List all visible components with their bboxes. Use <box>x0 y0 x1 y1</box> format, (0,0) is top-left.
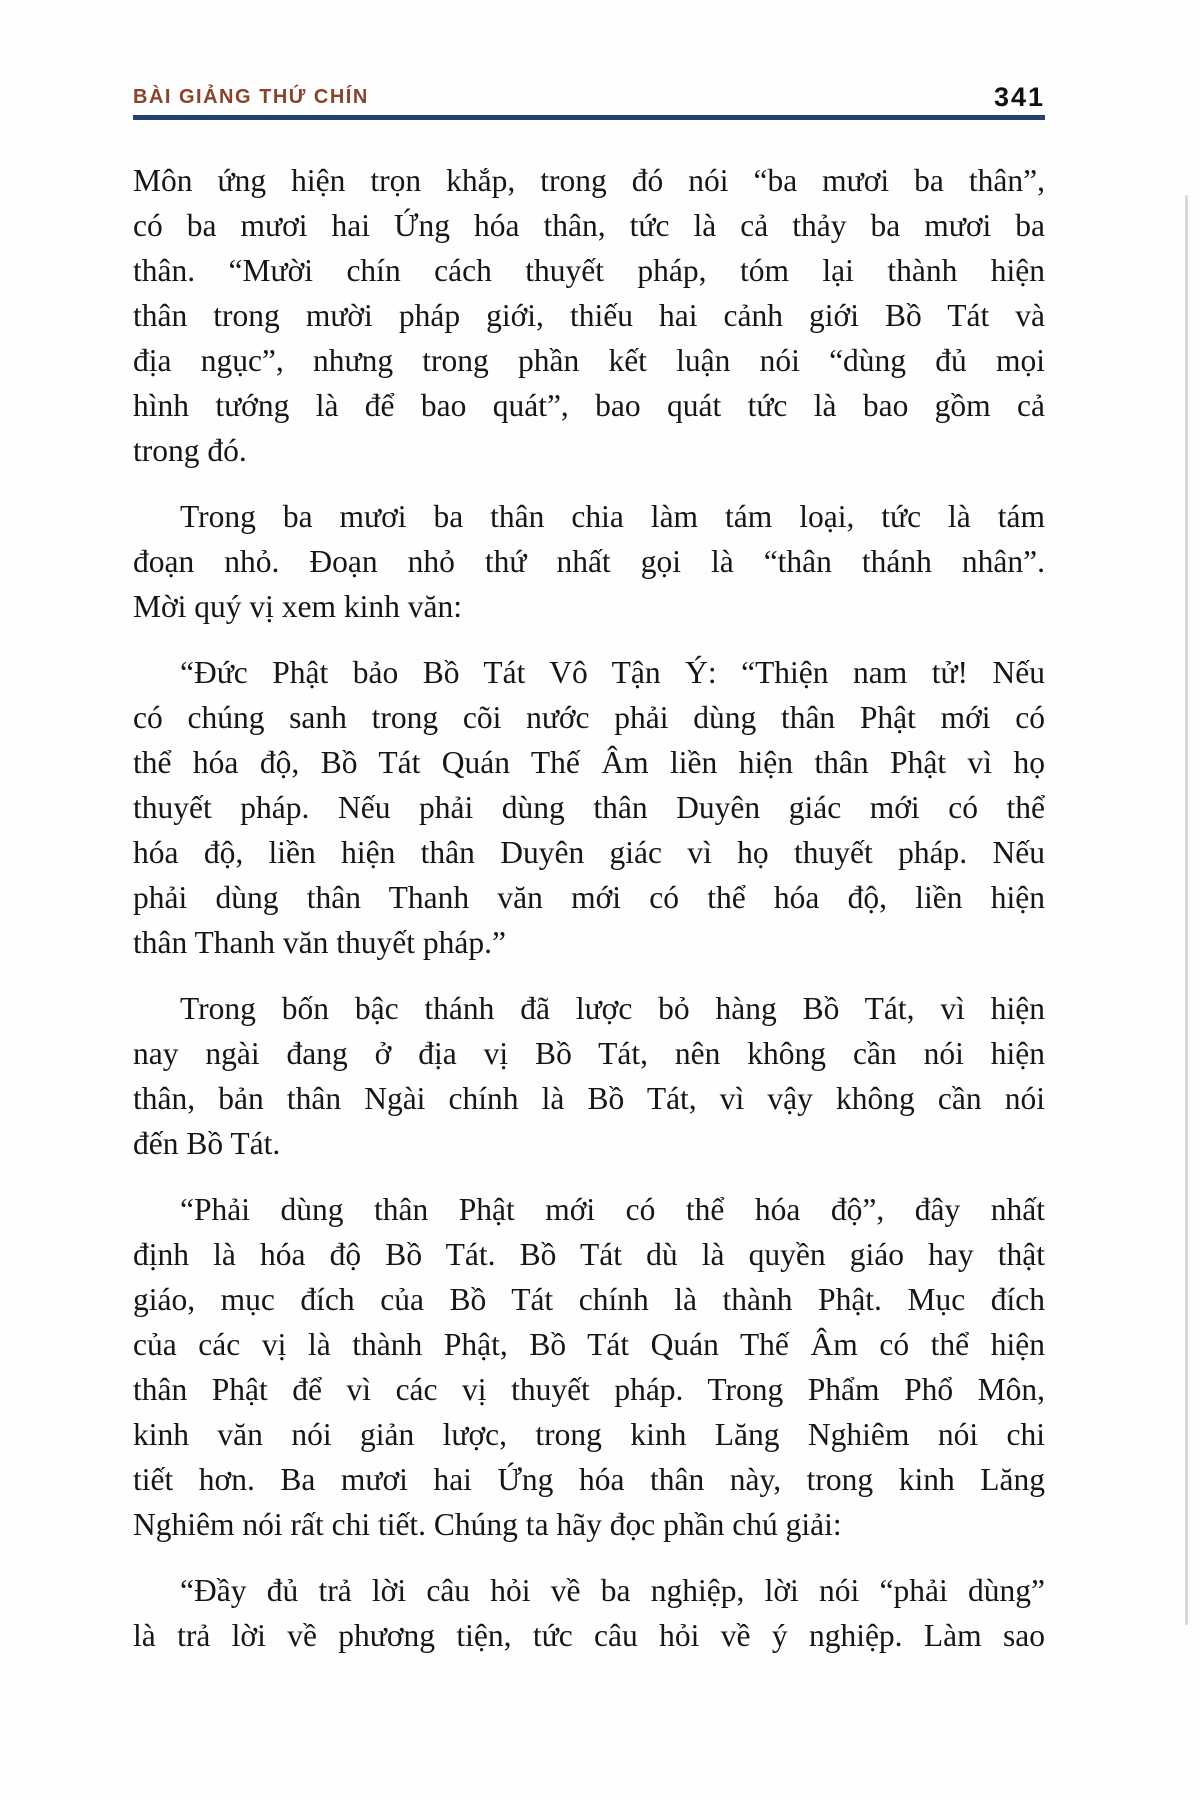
text-line: phải dùng thân Thanh văn mới có thể hóa độ, liền hiện <box>133 880 1045 915</box>
text-line: “Đầy đủ trả lời câu hỏi về ba nghiệp, lời nói “phải dùng” <box>180 1573 1045 1608</box>
text-line: Môn ứng hiện trọn khắp, trong đó nói “ba mươi ba thân”, <box>133 163 1045 198</box>
text-line: Trong bốn bậc thánh đã lược bỏ hàng Bồ Tát, vì hiện <box>180 991 1045 1026</box>
page-number: 341 <box>993 82 1045 112</box>
text-line: nay ngài đang ở địa vị Bồ Tát, nên không cần nói hiện <box>133 1036 1045 1071</box>
paragraph <box>133 986 1045 1166</box>
page-edge-shadow <box>1185 195 1188 1625</box>
text-line: đoạn nhỏ. Đoạn nhỏ thứ nhất gọi là “thân thánh nhân”. <box>133 544 1045 579</box>
text-line: Nghiêm nói rất chi tiết. Chúng ta hãy đọc phần chú giải: <box>133 1507 842 1542</box>
text-line: tiết hơn. Ba mươi hai Ứng hóa thân này, trong kinh Lăng <box>133 1462 1045 1497</box>
text-line: Trong ba mươi ba thân chia làm tám loại, tức là tám <box>180 499 1045 534</box>
text-line: thuyết pháp. Nếu phải dùng thân Duyên giác mới có thể <box>133 790 1045 825</box>
text-line: thân trong mười pháp giới, thiếu hai cảnh giới Bồ Tát và <box>133 298 1045 333</box>
paragraph <box>133 1568 1045 1658</box>
paragraph <box>133 494 1045 629</box>
text-line: giáo, mục đích của Bồ Tát chính là thành Phật. Mục đích <box>133 1282 1045 1317</box>
text-line: thân. “Mười chín cách thuyết pháp, tóm lại thành hiện <box>133 253 1045 288</box>
text-line: định là hóa độ Bồ Tát. Bồ Tát dù là quyền giáo hay thật <box>133 1237 1045 1272</box>
paragraph <box>133 1187 1045 1547</box>
text-line: hóa độ, liền hiện thân Duyên giác vì họ thuyết pháp. Nếu <box>133 835 1045 870</box>
text-line: “Đức Phật bảo Bồ Tát Vô Tận Ý: “Thiện nam tử! Nếu <box>180 655 1045 690</box>
paragraph <box>133 650 1045 965</box>
header-rule <box>133 115 1045 120</box>
text-line: là trả lời về phương tiện, tức câu hỏi về ý nghiệp. Làm sao <box>133 1618 1045 1653</box>
paragraph <box>133 158 1045 473</box>
text-line: có chúng sanh trong cõi nước phải dùng thân Phật mới có <box>133 700 1045 735</box>
page-header <box>133 84 1045 120</box>
text-line: “Phải dùng thân Phật mới có thể hóa độ”, đây nhất <box>180 1192 1045 1227</box>
text-line: hình tướng là để bao quát”, bao quát tức là bao gồm cả <box>133 388 1045 423</box>
text-line: địa ngục”, nhưng trong phần kết luận nói “dùng đủ mọi <box>133 343 1045 378</box>
text-line: có ba mươi hai Ứng hóa thân, tức là cả thảy ba mươi ba <box>133 208 1045 243</box>
text-line: trong đó. <box>133 433 247 468</box>
text-block <box>133 158 1045 1658</box>
text-line: của các vị là thành Phật, Bồ Tát Quán Thế Âm có thể hiện <box>133 1327 1045 1362</box>
text-line: thân Thanh văn thuyết pháp.” <box>133 925 506 960</box>
text-line: đến Bồ Tát. <box>133 1126 281 1161</box>
text-line: thân Phật để vì các vị thuyết pháp. Trong Phẩm Phổ Môn, <box>133 1372 1045 1407</box>
running-title: BÀI GIẢNG THỨ CHÍN <box>133 86 369 108</box>
text-line: thể hóa độ, Bồ Tát Quán Thế Âm liền hiện thân Phật vì họ <box>133 745 1045 780</box>
text-line: thân, bản thân Ngài chính là Bồ Tát, vì vậy không cần nói <box>133 1081 1045 1116</box>
text-line: kinh văn nói giản lược, trong kinh Lăng Nghiêm nói chi <box>133 1417 1045 1452</box>
text-line: Mời quý vị xem kinh văn: <box>133 589 463 624</box>
